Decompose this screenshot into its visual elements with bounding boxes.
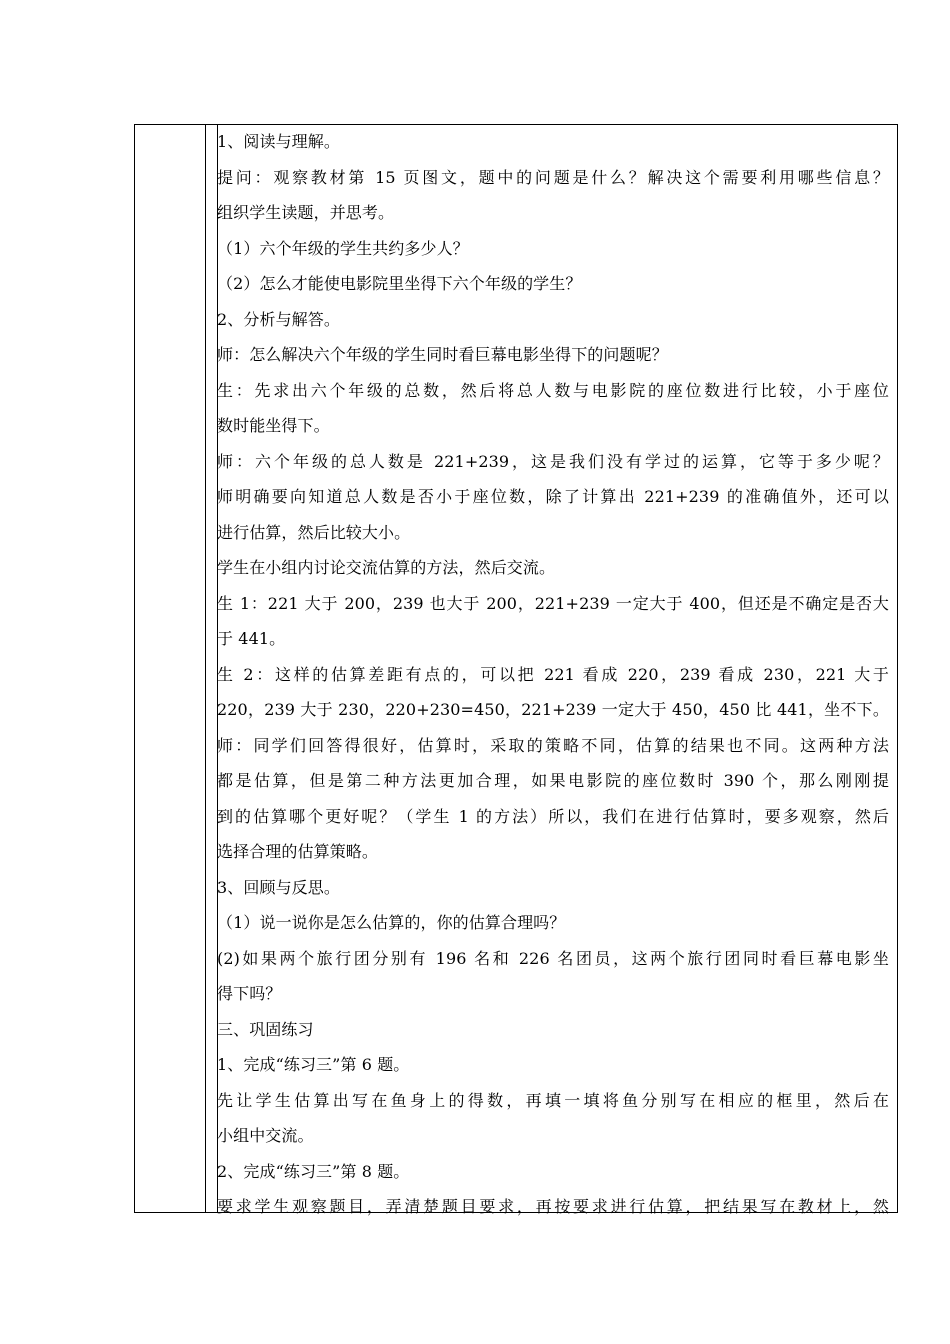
text-line: 要求学生观察题目，弄清楚题目要求，再按要求进行估算，把结果写在教材上，然 [217, 1197, 889, 1216]
text-line: 2、分析与解答。 [217, 309, 340, 329]
text-line: 生 1：221 大于 200，239 也大于 200，221+239 一定大于 400，但还是不确定是否大 [217, 593, 889, 613]
text-line: 小组中交流。 [217, 1126, 314, 1145]
text-line: 先让学生估算出写在鱼身上的得数，再填一填将鱼分别写在相应的框里，然后在 [217, 1090, 889, 1110]
text-line: （1）说一说你是怎么估算的，你的估算合理吗？ [217, 913, 566, 932]
text-line: 师：同学们回答得很好，估算时，采取的策略不同，估算的结果也不同。这两种方法 [217, 735, 889, 755]
text-line: 学生在小组内讨论交流估算的方法，然后交流。 [217, 558, 556, 577]
text-line: 到的估算哪个更好呢？（学生 1 的方法）所以，我们在进行估算时，要多观察，然后 [217, 806, 889, 826]
text-line: 师：怎么解决六个年级的学生同时看巨幕电影坐得下的问题呢？ [217, 345, 668, 364]
text-line: （1）六个年级的学生共约多少人？ [217, 238, 469, 258]
text-line: 1、阅读与理解。 [217, 132, 340, 151]
text-line: 师明确要向知道总人数是否小于座位数，除了计算出 221+239 的准确值外，还可以 [217, 487, 889, 506]
text-line: 得下吗？ [217, 984, 282, 1003]
text-line: 生 2：这样的估算差距有点的，可以把 221 看成 220，239 看成 230，221 大于 [217, 664, 889, 684]
text-line: 3、回顾与反思。 [217, 877, 340, 897]
text-line: 2、完成“练习三”第 8 题。 [217, 1161, 410, 1181]
text-line: 于 441。 [217, 629, 286, 648]
text-line: 进行估算，然后比较大小。 [217, 522, 411, 542]
text-line: 组织学生读题，并思考。 [217, 203, 395, 222]
text-line: 师：六个年级的总人数是 221+239，这是我们没有学过的运算，它等于多少呢？ [217, 451, 889, 471]
lesson-content [217, 124, 889, 1225]
text-line: (2)如果两个旅行团分别有 196 名和 226 名团员，这两个旅行团同时看巨幕电影坐 [217, 948, 889, 968]
text-line: 都是估算，但是第二种方法更加合理，如果电影院的座位数时 390 个，那么刚刚提 [217, 771, 889, 790]
text-line: 提问：观察教材第 15 页图文，题中的问题是什么？解决这个需要利用哪些信息？ [217, 167, 889, 187]
text-line: 数时能坐得下。 [217, 416, 330, 435]
table-column-left [135, 125, 206, 1212]
text-line: 220，239 大于 230，220+230=450，221+239 一定大于 450，450 比 441，坐不下。 [217, 700, 889, 719]
text-line: （2）怎么才能使电影院里坐得下六个年级的学生？ [217, 274, 582, 293]
text-line: 1、完成“练习三”第 6 题。 [217, 1055, 410, 1074]
text-line: 选择合理的估算策略。 [217, 842, 379, 861]
text-line: 生：先求出六个年级的总数，然后将总人数与电影院的座位数进行比较，小于座位 [217, 380, 889, 400]
section-heading: 三、巩固练习 [217, 1019, 314, 1039]
